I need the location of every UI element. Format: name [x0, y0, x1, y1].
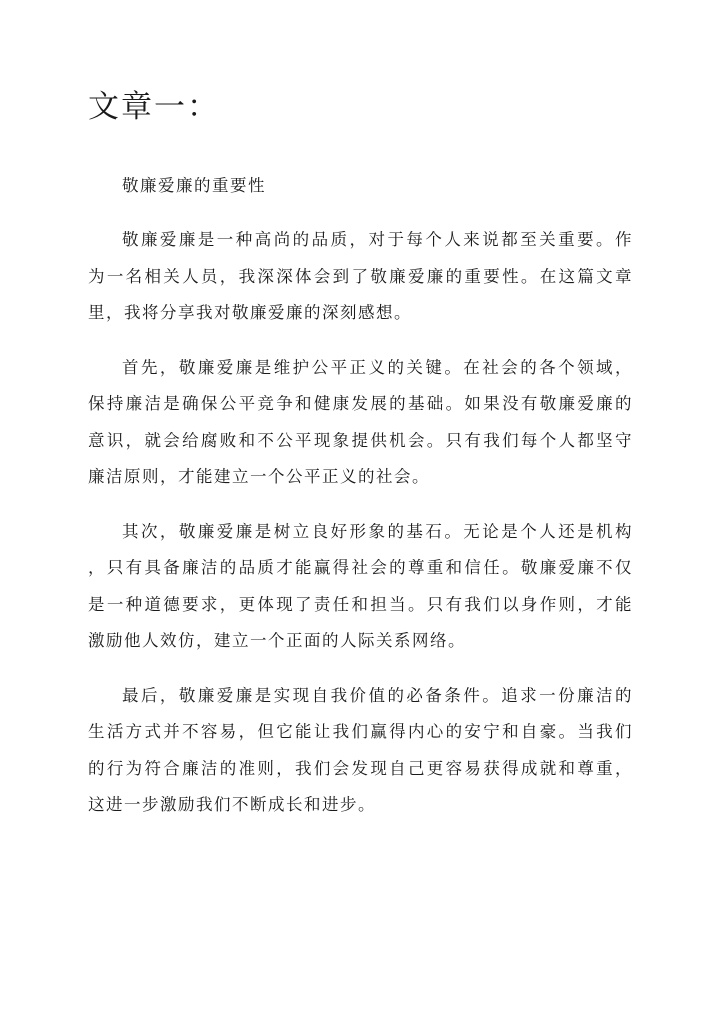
- text-line: 廉洁原则，才能建立一个公平正义的社会。: [88, 467, 430, 486]
- text-line: ，只有具备廉洁的品质才能赢得社会的尊重和信任。敬廉爱廉不仅: [88, 558, 633, 577]
- text-line: 意识，就会给腐败和不公平现象提供机会。只有我们每个人都坚守: [88, 430, 633, 450]
- article-body: [88, 168, 633, 824]
- text-line: 生活方式并不容易，但它能让我们赢得内心的安宁和自豪。当我们: [88, 722, 633, 741]
- text-line: 里，我将分享我对敬廉爱廉的深刻感想。: [88, 303, 412, 322]
- paragraph-intro: [88, 222, 633, 332]
- article-subtitle: 敬廉爱廉的重要性: [122, 176, 266, 195]
- text-line: 其次，敬廉爱廉是树立良好形象的基石。无论是个人还是机构: [122, 521, 633, 541]
- paragraph-third-point: [88, 678, 633, 824]
- article-heading: 文章一：: [88, 89, 220, 125]
- text-line: 最后，敬廉爱廉是实现自我价值的必备条件。追求一份廉洁的: [122, 685, 633, 705]
- paragraph-second-point: [88, 514, 633, 660]
- text-line: 这进一步激励我们不断成长和进步。: [88, 795, 376, 814]
- paragraph-first-point: [88, 350, 633, 496]
- text-line: 为一名相关人员，我深深体会到了敬廉爱廉的重要性。在这篇文章: [88, 266, 633, 286]
- text-line: 激励他人效仿，建立一个正面的人际关系网络。: [88, 631, 466, 650]
- text-line: 首先，敬廉爱廉是维护公平正义的关键。在社会的各个领域，: [122, 357, 633, 377]
- text-line: 是一种道德要求，更体现了责任和担当。只有我们以身作则，才能: [88, 594, 633, 614]
- text-line: 保持廉洁是确保公平竞争和健康发展的基础。如果没有敬廉爱廉的: [88, 394, 633, 413]
- text-line: 的行为符合廉洁的准则，我们会发现自己更容易获得成就和尊重，: [88, 758, 633, 778]
- text-line: 敬廉爱廉是一种高尚的品质，对于每个人来说都至关重要。作: [122, 230, 633, 249]
